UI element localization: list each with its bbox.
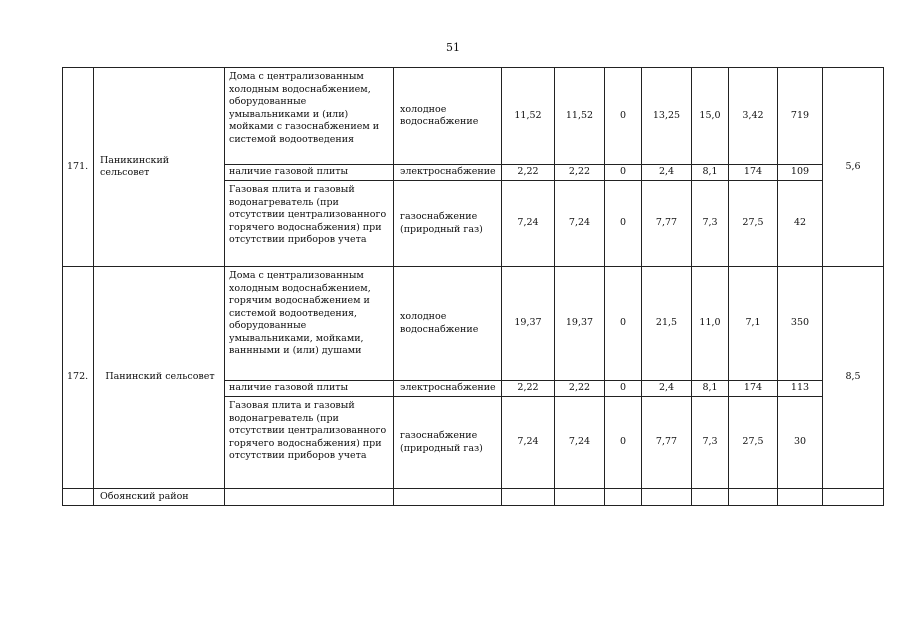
page-number: 51 [446, 41, 460, 54]
value-cell: 7,24 [502, 397, 555, 489]
value-cell: 2,22 [555, 165, 605, 181]
row-index: 172. [63, 267, 94, 489]
value-cell: 0 [605, 267, 642, 381]
value-cell: 7,24 [555, 181, 605, 267]
housing-description: Дома с централизованным холодным водоснабжением, оборудованные умывальниками и (или) мойками с газоснабжением и системой водоотведения [225, 68, 394, 165]
housing-description: Дома с централизованным холодным водоснабжением, горячим водоснабжением и системой водоотведения, оборудованные умывальниками, мойками, ваннными и (или) душами [225, 267, 394, 381]
value-cell: 15,0 [692, 68, 729, 165]
empty-cell [502, 489, 555, 506]
utility-service: холодное водоснабжение [394, 68, 502, 165]
empty-cell [394, 489, 502, 506]
tariff-table [62, 67, 884, 506]
housing-description: наличие газовой плиты [225, 165, 394, 181]
value-cell: 0 [605, 181, 642, 267]
value-cell: 21,5 [642, 267, 692, 381]
value-cell: 7,24 [555, 397, 605, 489]
empty-cell [692, 489, 729, 506]
value-cell: 19,37 [555, 267, 605, 381]
value-cell: 8,1 [692, 165, 729, 181]
empty-cell [605, 489, 642, 506]
table-row [63, 267, 884, 381]
housing-description: Газовая плита и газовый водонагреватель (при отсутствии централизованного горячего водоснабжения) при отсутствии приборов учета [225, 397, 394, 489]
value-cell: 27,5 [729, 397, 778, 489]
utility-service: электроснабжение [394, 381, 502, 397]
value-cell: 7,77 [642, 181, 692, 267]
value-cell: 27,5 [729, 181, 778, 267]
value-cell: 2,22 [555, 381, 605, 397]
value-cell: 11,52 [502, 68, 555, 165]
value-cell: 7,24 [502, 181, 555, 267]
value-cell: 19,37 [502, 267, 555, 381]
empty-cell [63, 489, 94, 506]
value-cell: 11,52 [555, 68, 605, 165]
value-cell: 0 [605, 165, 642, 181]
value-cell: 7,1 [729, 267, 778, 381]
housing-description: наличие газовой плиты [225, 381, 394, 397]
utility-service: газоснабжение (природный газ) [394, 181, 502, 267]
table-row [63, 489, 884, 506]
value-cell: 0 [605, 381, 642, 397]
total-value: 8,5 [823, 267, 884, 489]
value-cell: 7,3 [692, 181, 729, 267]
empty-cell [555, 489, 605, 506]
value-cell: 2,4 [642, 165, 692, 181]
value-cell: 719 [778, 68, 823, 165]
value-cell: 42 [778, 181, 823, 267]
settlement-name: Панинский сельсовет [94, 267, 225, 489]
value-cell: 13,25 [642, 68, 692, 165]
value-cell: 0 [605, 397, 642, 489]
value-cell: 3,42 [729, 68, 778, 165]
utility-service: газоснабжение (природный газ) [394, 397, 502, 489]
value-cell: 109 [778, 165, 823, 181]
housing-description: Газовая плита и газовый водонагреватель (при отсутствии централизованного горячего водоснабжения) при отсутствии приборов учета [225, 181, 394, 267]
district-name: Обоянский район [94, 489, 225, 506]
value-cell: 0 [605, 68, 642, 165]
value-cell: 174 [729, 165, 778, 181]
value-cell: 7,3 [692, 397, 729, 489]
value-cell: 2,4 [642, 381, 692, 397]
value-cell: 8,1 [692, 381, 729, 397]
value-cell: 2,22 [502, 165, 555, 181]
utility-service: холодное водоснабжение [394, 267, 502, 381]
empty-cell [823, 489, 884, 506]
table-row [63, 68, 884, 165]
utility-service: электроснабжение [394, 165, 502, 181]
empty-cell [642, 489, 692, 506]
value-cell: 30 [778, 397, 823, 489]
value-cell: 350 [778, 267, 823, 381]
empty-cell [729, 489, 778, 506]
value-cell: 2,22 [502, 381, 555, 397]
total-value: 5,6 [823, 68, 884, 267]
empty-cell [225, 489, 394, 506]
value-cell: 7,77 [642, 397, 692, 489]
row-index: 171. [63, 68, 94, 267]
value-cell: 113 [778, 381, 823, 397]
settlement-name: Паникинский сельсовет [94, 68, 225, 267]
value-cell: 174 [729, 381, 778, 397]
value-cell: 11,0 [692, 267, 729, 381]
empty-cell [778, 489, 823, 506]
